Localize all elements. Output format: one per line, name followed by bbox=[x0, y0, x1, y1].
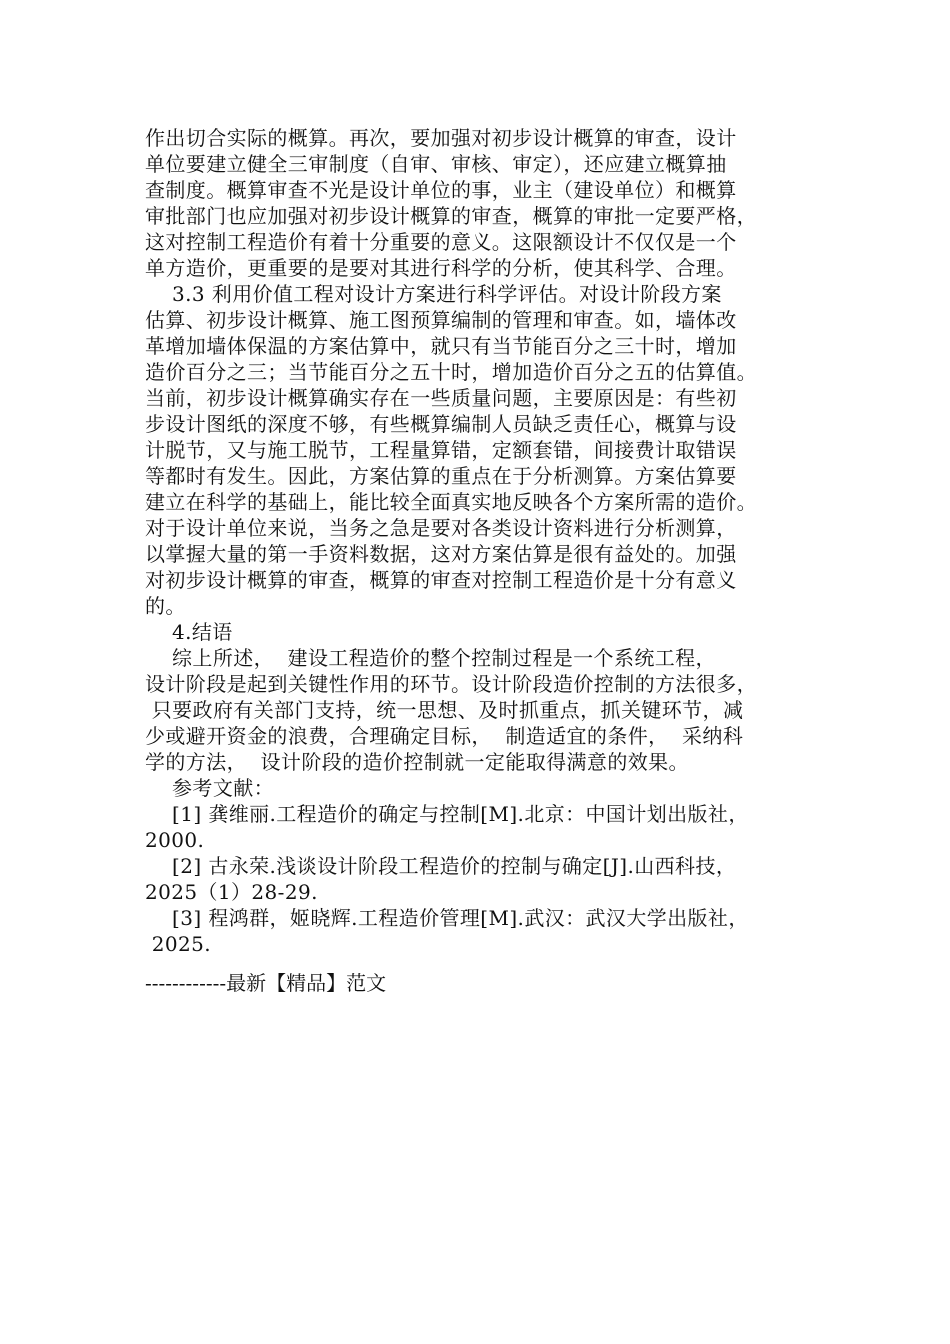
body-text-line: 学的方法， 设计阶段的造价控制就一定能取得满意的效果。 bbox=[145, 750, 689, 774]
body-text-line: 设计阶段是起到关键性作用的环节。设计阶段造价控制的方法很多， bbox=[145, 672, 757, 696]
body-text-line: 计脱节，又与施工脱节，工程量算错，定额套错，间接费计取错误 bbox=[145, 438, 737, 462]
body-text-line: 只要政府有关部门支持，统一思想、及时抓重点，抓关键环节，减 bbox=[145, 698, 744, 722]
body-text-line: 审批部门也应加强对初步设计概算的审查，概算的审批一定要严格， bbox=[145, 204, 757, 228]
page-footer: ------------最新【精品】范文 bbox=[145, 971, 387, 995]
body-text-line: 的。 bbox=[145, 594, 186, 618]
body-text-line: 单位要建立健全三审制度（自审、审核、审定），还应建立概算抽 bbox=[145, 152, 727, 176]
reference-entry-2-cont: 2025（1）28-29. bbox=[145, 880, 318, 904]
reference-entry-3-cont: 2025. bbox=[145, 932, 212, 956]
body-text-line: 等都时有发生。因此，方案估算的重点在于分析测算。方案估算要 bbox=[145, 464, 737, 488]
body-text-line: 3.3 利用价值工程对设计方案进行科学评估。对设计阶段方案 bbox=[145, 282, 722, 306]
body-text-line: 估算、初步设计概算、施工图预算编制的管理和审查。如，墙体改 bbox=[145, 308, 737, 332]
body-text-line: 造价百分之三；当节能百分之五十时，增加造价百分之五的估算值。 bbox=[145, 360, 757, 384]
body-text-line: 革增加墙体保温的方案估算中，就只有当节能百分之三十时，增加 bbox=[145, 334, 737, 358]
body-text-line: 步设计图纸的深度不够，有些概算编制人员缺乏责任心，概算与设 bbox=[145, 412, 737, 436]
reference-entry-2: [2] 古永荣.浅谈设计阶段工程造价的控制与确定[J].山西科技， bbox=[145, 854, 737, 878]
body-text-line: 对初步设计概算的审查，概算的审查对控制工程造价是十分有意义 bbox=[145, 568, 737, 592]
body-text-line: 以掌握大量的第一手资料数据，这对方案估算是很有益处的。加强 bbox=[145, 542, 737, 566]
body-text-line: 综上所述， 建设工程造价的整个控制过程是一个系统工程， bbox=[145, 646, 716, 670]
reference-entry-1-cont: 2000. bbox=[145, 828, 205, 852]
references-heading: 参考文献： bbox=[145, 776, 275, 800]
reference-entry-3: [3] 程鸿群，姬晓辉.工程造价管理[M].武汉：武汉大学出版社， bbox=[145, 906, 749, 930]
body-text-line: 单方造价，更重要的是要对其进行科学的分析，使其科学、合理。 bbox=[145, 256, 737, 280]
body-text-line: 这对控制工程造价有着十分重要的意义。这限额设计不仅仅是一个 bbox=[145, 230, 737, 254]
body-text-line: 当前，初步设计概算确实存在一些质量问题，主要原因是：有些初 bbox=[145, 386, 737, 410]
section-heading-conclusion: 4.结语 bbox=[145, 620, 233, 644]
body-text-line: 查制度。概算审查不光是设计单位的事，业主（建设单位）和概算 bbox=[145, 178, 737, 202]
reference-entry-1: [1] 龚维丽.工程造价的确定与控制[M].北京：中国计划出版社， bbox=[145, 802, 749, 826]
body-text-line: 少或避开资金的浪费，合理确定目标， 制造适宜的条件， 采纳科 bbox=[145, 724, 744, 748]
body-text-line: 建立在科学的基础上，能比较全面真实地反映各个方案所需的造价。 bbox=[145, 490, 757, 514]
body-text-line: 对于设计单位来说，当务之急是要对各类设计资料进行分析测算， bbox=[145, 516, 737, 540]
body-text-line: 作出切合实际的概算。再次，要加强对初步设计概算的审查，设计 bbox=[145, 126, 737, 150]
